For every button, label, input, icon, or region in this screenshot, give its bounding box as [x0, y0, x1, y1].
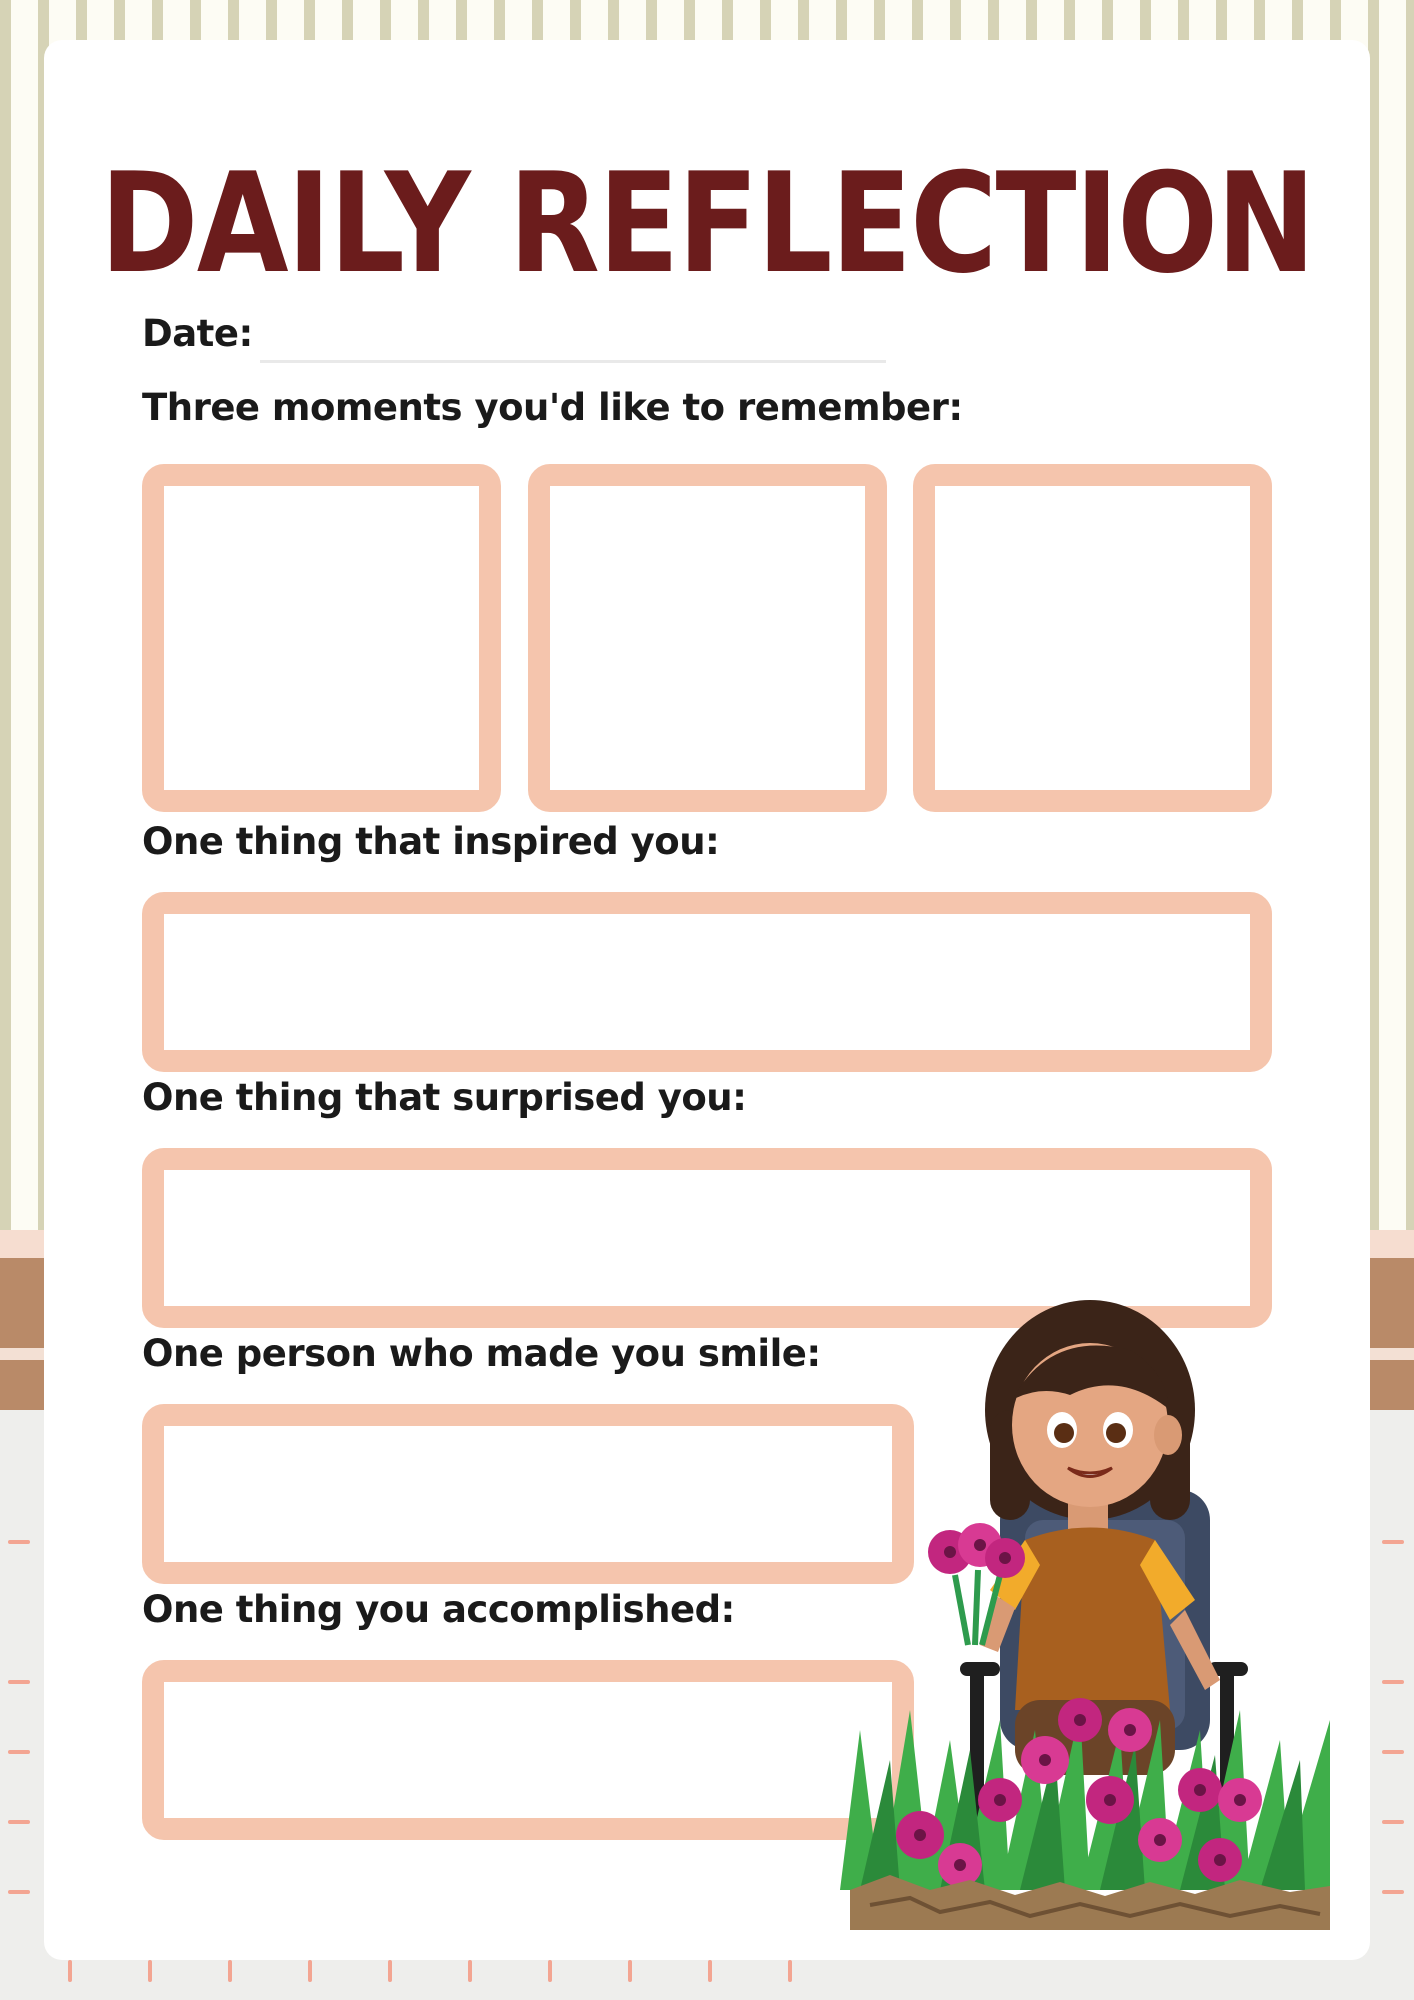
floor-tick — [8, 1750, 30, 1754]
floor-tick — [8, 1540, 30, 1544]
page-title: DAILY REFLECTION — [99, 143, 1315, 304]
floor-tick — [148, 1960, 152, 1982]
date-label: Date: — [142, 312, 253, 355]
surprised-label: One thing that surprised you: — [142, 1076, 747, 1119]
inspired-label: One thing that inspired you: — [142, 820, 720, 863]
floor-tick — [308, 1960, 312, 1982]
floor-tick — [388, 1960, 392, 1982]
floor-tick — [8, 1820, 30, 1824]
floor-tick — [708, 1960, 712, 1982]
moment-box-2[interactable] — [528, 464, 887, 812]
floor-tick — [788, 1960, 792, 1982]
floor-tick — [8, 1680, 30, 1684]
accomplished-label: One thing you accomplished: — [142, 1588, 735, 1631]
moments-label: Three moments you'd like to remember: — [142, 386, 963, 429]
accomplished-box[interactable] — [142, 1660, 914, 1840]
floor-tick — [468, 1960, 472, 1982]
floor-tick — [228, 1960, 232, 1982]
girl-in-wheelchair-illustration — [800, 1290, 1400, 1970]
floor-tick — [548, 1960, 552, 1982]
floor-tick — [628, 1960, 632, 1982]
date-input-line[interactable] — [260, 360, 886, 363]
floor-tick — [8, 1890, 30, 1894]
moment-box-1[interactable] — [142, 464, 501, 812]
inspired-box[interactable] — [142, 892, 1272, 1072]
smile-box[interactable] — [142, 1404, 914, 1584]
smile-label: One person who made you smile: — [142, 1332, 821, 1375]
floor-tick — [68, 1960, 72, 1982]
moment-box-3[interactable] — [913, 464, 1272, 812]
